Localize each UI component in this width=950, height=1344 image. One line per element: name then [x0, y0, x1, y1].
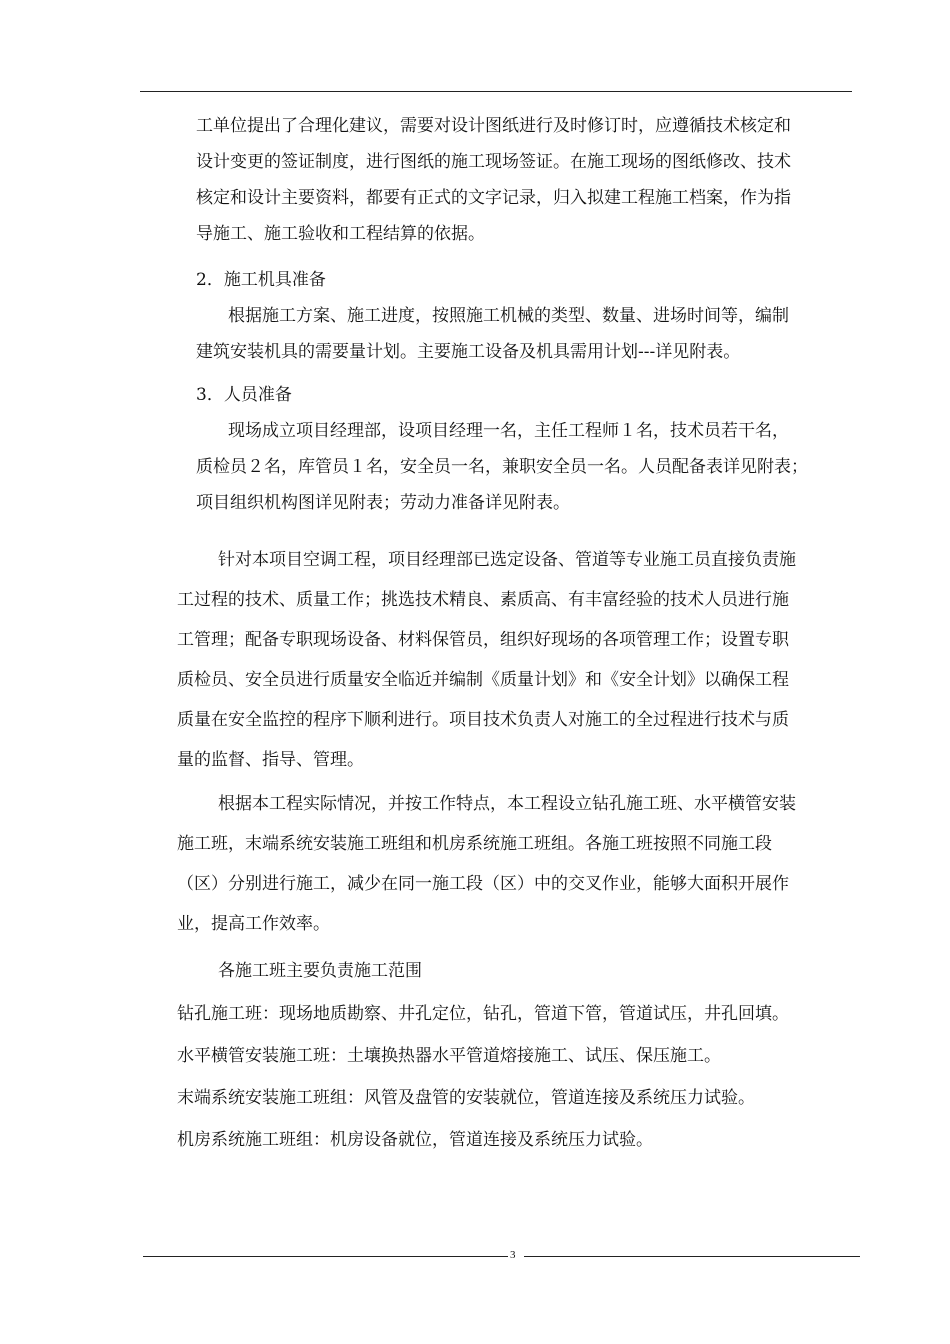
text-line: 质检员、安全员进行质量安全临近并编制《质量计划》和《安全计划》以确保工程 — [177, 670, 789, 690]
paragraph-drawing-revision — [196, 108, 791, 252]
text-line: 量的监督、指导、管理。 — [177, 750, 364, 770]
text-line: 工过程的技术、质量工作；挑选技术精良、素质高、有丰富经验的技术人员进行施 — [177, 590, 789, 610]
text-line: （区）分别进行施工，减少在同一施工段（区）中的交叉作业，能够大面积开展作 — [177, 874, 789, 894]
list-item: 水平横管安装施工班：土壤换热器水平管道熔接施工、试压、保压施工。 — [177, 1046, 721, 1066]
paragraph-crew-scope-title — [177, 951, 422, 991]
heading-machinery-prep — [196, 262, 326, 298]
footer-rule-right — [524, 1256, 860, 1257]
heading-text: 2．施工机具准备 — [196, 270, 326, 290]
footer-rule-left — [143, 1256, 508, 1257]
text-line: 根据施工方案、施工进度，按照施工机械的类型、数量、进场时间等，编制 — [228, 306, 789, 326]
text-line: 项目组织机构图详见附表；劳动力准备详见附表。 — [196, 493, 570, 513]
crew-scope-list — [177, 993, 789, 1161]
text-line: 施工班，末端系统安装施工班组和机房系统施工班组。各施工班按照不同施工段 — [177, 834, 772, 854]
list-item: 机房系统施工班组：机房设备就位，管道连接及系统压力试验。 — [177, 1130, 653, 1150]
header-rule — [140, 91, 852, 92]
paragraph-air-conditioning — [177, 540, 796, 780]
list-item: 钻孔施工班：现场地质勘察、井孔定位，钻孔，管道下管，管道试压，井孔回填。 — [177, 1004, 789, 1024]
text-line: 业，提高工作效率。 — [177, 914, 330, 934]
text-line: 质检员２名，库管员１名，安全员一名，兼职安全员一名。人员配备表详见附表； — [196, 457, 808, 477]
list-item: 末端系统安装施工班组：风管及盘管的安装就位，管道连接及系统压力试验。 — [177, 1088, 755, 1108]
heading-personnel-prep — [196, 377, 292, 413]
heading-text: 3．人员准备 — [196, 385, 292, 405]
text-line: 质量在安全监控的程序下顺利进行。项目技术负责人对施工的全过程进行技术与质 — [177, 710, 789, 730]
text-line: 导施工、施工验收和工程结算的依据。 — [196, 224, 485, 244]
paragraph-machinery — [196, 298, 789, 370]
text-line: 现场成立项目经理部，设项目经理一名，主任工程师１名，技术员若干名， — [228, 421, 789, 441]
text-line: 设计变更的签证制度，进行图纸的施工现场签证。在施工现场的图纸修改、技术 — [196, 152, 791, 172]
text-line: 工管理；配备专职现场设备、材料保管员，组织好现场的各项管理工作；设置专职 — [177, 630, 789, 650]
text-line: 各施工班主要负责施工范围 — [218, 961, 422, 981]
text-line: 核定和设计主要资料，都要有正式的文字记录，归入拟建工程施工档案，作为指 — [196, 188, 791, 208]
paragraph-personnel — [196, 413, 808, 521]
text-line: 工单位提出了合理化建议，需要对设计图纸进行及时修订时，应遵循技术核定和 — [196, 116, 791, 136]
page-number: 3 — [510, 1249, 516, 1261]
paragraph-crew-setup — [177, 784, 796, 944]
text-line: 建筑安装机具的需要量计划。主要施工设备及机具需用计划---详见附表。 — [196, 342, 741, 362]
text-line: 根据本工程实际情况，并按工作特点，本工程设立钻孔施工班、水平横管安装 — [218, 794, 796, 814]
text-line: 针对本项目空调工程，项目经理部已选定设备、管道等专业施工员直接负责施 — [218, 550, 796, 570]
